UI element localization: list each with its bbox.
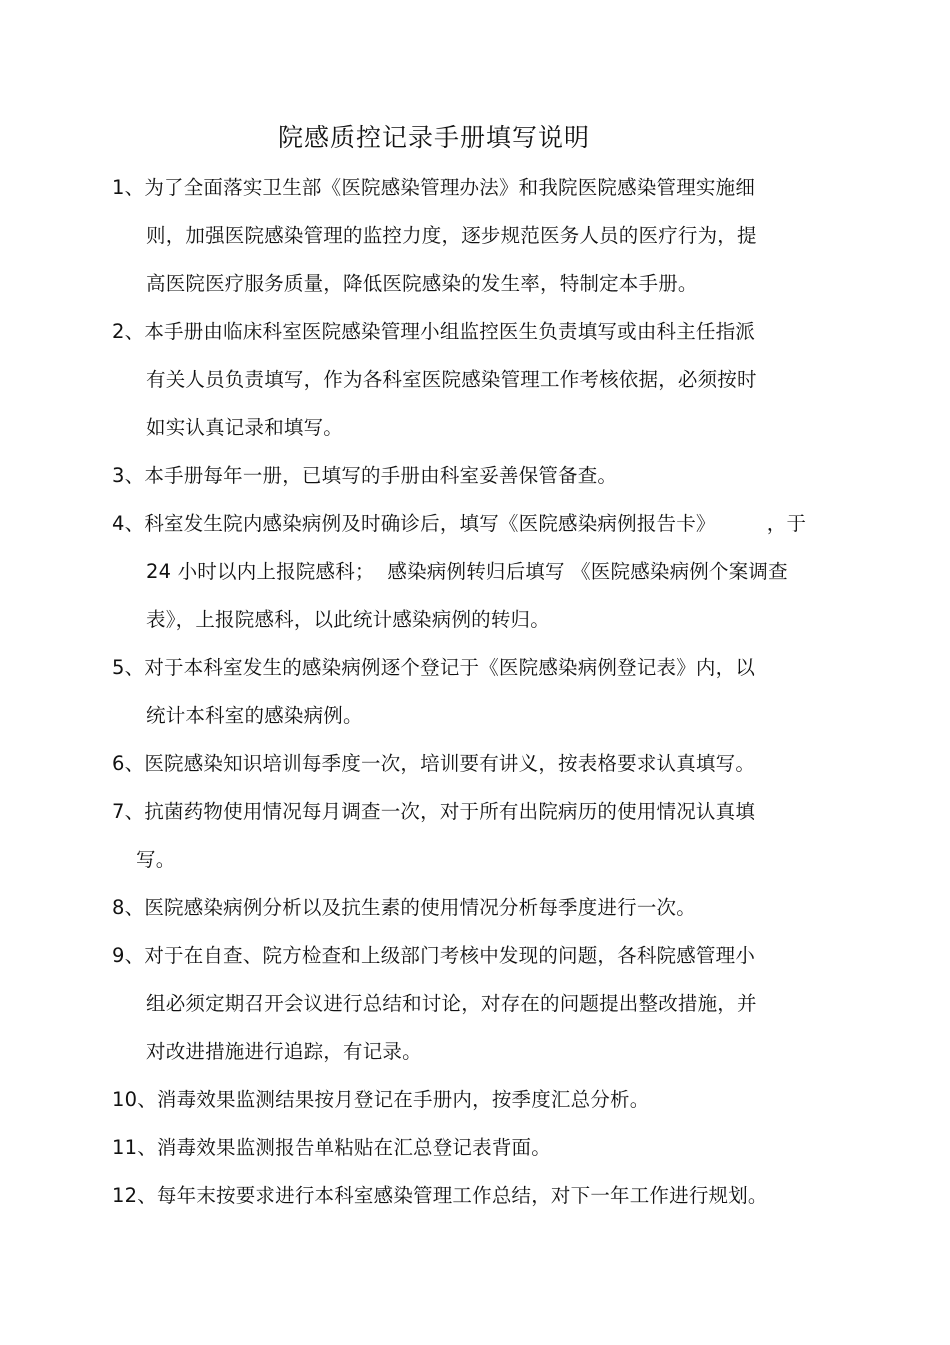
list-item-2-line-2: 有关人员负责填写，作为各科室医院感染管理工作考核依据，必须按时: [146, 368, 757, 391]
list-item-2-line-3: 如实认真记录和填写。: [146, 416, 344, 439]
item-text: 抗菌药物使用情况每月调查一次，对于所有出院病历的使用情况认真填: [144, 800, 756, 823]
item-text: 每年末按要求进行本科室感染管理工作总结，对下一年工作进行规划。: [156, 1184, 768, 1207]
item-text: 科室发生院内感染病例及时确诊后，填写《医院感染病例报告卡》 ，于: [144, 512, 807, 535]
item-number: 6、: [112, 752, 145, 775]
list-item-10-line-1: [112, 1086, 649, 1114]
item-text: 本手册每年一册，已填写的手册由科室妥善保管备查。: [144, 464, 618, 487]
list-item-9-line-2: 组必须定期召开会议进行总结和讨论，对存在的问题提出整改措施，并: [146, 992, 757, 1015]
item-number: 7、: [112, 800, 145, 823]
list-item-11-line-1: [112, 1134, 551, 1162]
item-text: 对于在自查、院方检查和上级部门考核中发现的问题，各科院感管理小: [144, 944, 756, 967]
item-text: 为了全面落实卫生部《医院感染管理办法》和我院医院感染管理实施细: [144, 176, 756, 199]
list-item-4-line-2: 24 小时以内上报院感科； 感染病例转归后填写 《医院感染病例个案调查: [146, 560, 788, 583]
item-number: 1、: [112, 176, 145, 199]
list-item-6-line-1: [112, 750, 755, 778]
item-text: 医院感染知识培训每季度一次，培训要有讲义，按表格要求认真填写。: [144, 752, 756, 775]
item-number: 3、: [112, 464, 145, 487]
item-number: 9、: [112, 944, 145, 967]
list-item-2-line-1: [112, 318, 755, 346]
item-text: 对于本科室发生的感染病例逐个登记于《医院感染病例登记表》内，以: [144, 656, 756, 679]
list-item-7-line-2: 写。: [136, 848, 176, 871]
item-number: 2、: [112, 320, 145, 343]
list-item-4-line-1: [112, 510, 806, 538]
list-item-5-line-1: [112, 654, 755, 682]
list-item-8-line-1: [112, 894, 696, 922]
item-text: 消毒效果监测报告单粘贴在汇总登记表背面。: [156, 1136, 551, 1159]
item-number: 5、: [112, 656, 145, 679]
item-text: 消毒效果监测结果按月登记在手册内，按季度汇总分析。: [156, 1088, 650, 1111]
list-item-7-line-1: [112, 798, 755, 826]
list-item-4-line-3: 表》，上报院感科，以此统计感染病例的转归。: [146, 608, 550, 631]
list-item-1-line-1: [112, 174, 755, 202]
list-item-5-line-2: 统计本科室的感染病例。: [146, 704, 363, 727]
list-item-1-line-3: 高医院医疗服务质量，降低医院感染的发生率，特制定本手册。: [146, 272, 698, 295]
list-item-9-line-3: 对改进措施进行追踪，有记录。: [146, 1040, 422, 1063]
item-number: 8、: [112, 896, 145, 919]
document-title: 院感质控记录手册填写说明: [277, 123, 590, 152]
item-number: 12、: [112, 1184, 157, 1207]
item-number: 4、: [112, 512, 145, 535]
item-number: 11、: [112, 1136, 157, 1159]
item-text: 本手册由临床科室医院感染管理小组监控医生负责填写或由科主任指派: [144, 320, 756, 343]
item-number: 10、: [112, 1088, 157, 1111]
list-item-3-line-1: [112, 462, 617, 490]
list-item-1-line-2: 则，加强医院感染管理的监控力度，逐步规范医务人员的医疗行为，提: [146, 224, 757, 247]
list-item-12-line-1: [112, 1182, 768, 1210]
list-item-9-line-1: [112, 942, 755, 970]
item-text: 医院感染病例分析以及抗生素的使用情况分析每季度进行一次。: [144, 896, 696, 919]
